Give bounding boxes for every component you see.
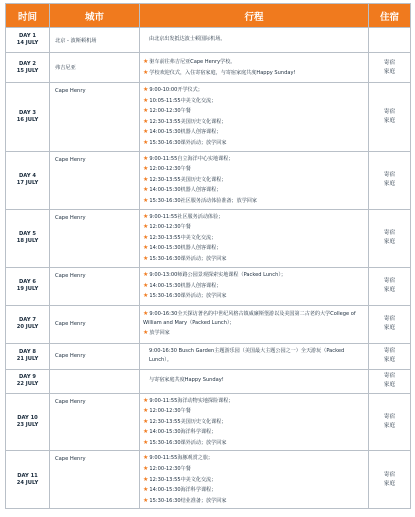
table-header-row [6, 4, 411, 28]
program-item-text: 14:00-15:30机器人创客课程； [149, 245, 222, 252]
program-item-text: 与寄宿家庭共度Happy Sunday! [149, 377, 224, 384]
program-item-text: 12:30-13:55中美文化交流； [149, 234, 217, 241]
program-item [143, 475, 366, 486]
program-cell [140, 343, 369, 369]
program-item-text: 9:00-11:55自立海洋中心实地课程； [149, 155, 234, 162]
program-item [143, 68, 366, 79]
day-cell [6, 451, 50, 509]
star-icon: ★ [143, 281, 149, 289]
accommodation-label: 家庭 [383, 480, 396, 487]
program-item-text: 12:00-12:30午餐 [149, 166, 191, 173]
star-icon: ★ [143, 196, 149, 204]
star-icon: ★ [143, 496, 149, 504]
program-item [143, 106, 366, 117]
program-cell [140, 209, 369, 267]
accommodation-label: 家庭 [383, 325, 396, 331]
star-icon: ★ [143, 186, 149, 194]
program-item [143, 164, 366, 175]
day-label: DAY 9 [19, 374, 36, 380]
program-item-text: 学校欢迎仪式，入住寄宿家庭，与寄宿家庭共度Happy Sunday! [149, 69, 296, 76]
star-icon: ★ [143, 107, 149, 115]
program-item [143, 117, 366, 128]
accommodation-label: 家庭 [383, 239, 396, 246]
star-icon: ★ [143, 96, 149, 104]
program-item-text: 15:30-16:30课外活动；放学回家 [149, 293, 227, 300]
star-icon: ★ [143, 417, 149, 425]
date-label: 19 JULY [16, 286, 39, 292]
star-icon: ★ [143, 454, 149, 462]
date-label: 21 JULY [16, 356, 39, 362]
star-icon: ★ [143, 486, 149, 494]
star-icon: ★ [143, 165, 149, 173]
program-cell [140, 451, 369, 509]
star-icon: ★ [143, 254, 149, 262]
table-row [6, 451, 411, 509]
accommodation-label: 寄宿 [383, 471, 396, 478]
star-icon: ★ [143, 465, 149, 473]
itinerary-table [5, 3, 411, 509]
program-item-text: 12:30-13:55美国历史文化课程； [149, 418, 227, 425]
star-icon: ★ [143, 329, 149, 337]
program-item-text: 9:00-13:00师路公园景观探索实地课程（Packed Lunch）； [149, 272, 286, 279]
table-row [6, 209, 411, 267]
program-item [143, 376, 366, 386]
accommodation-label: 家庭 [383, 382, 396, 388]
date-label: 23 JULY [16, 421, 39, 428]
program-item [143, 396, 366, 407]
program-item-text: 10:05-11:55中美文化交流； [149, 97, 217, 104]
program-item-text: 15:30-16:30课外活动；放学回家 [149, 439, 227, 446]
city-cell: Cape Henry [50, 343, 140, 369]
city-cell [50, 369, 140, 393]
program-item [143, 328, 366, 339]
program-item-text: 14:00-15:30机器人创客课程； [149, 187, 222, 194]
star-icon: ★ [143, 396, 149, 404]
day-cell [6, 343, 50, 369]
program-item [143, 185, 366, 196]
program-item-text: 14:00-15:30海洋科学课程； [149, 487, 217, 494]
day-cell [6, 305, 50, 343]
program-item-text: 12:30-13:55中美文化交流； [149, 476, 217, 483]
accommodation-label: 寄宿 [383, 172, 396, 179]
table-row [6, 53, 411, 83]
accommodation-label: 寄宿 [383, 108, 396, 115]
program-item-text: 12:00-12:30午餐 [149, 466, 191, 473]
day-cell [6, 267, 50, 305]
date-label: 22 JULY [16, 381, 39, 387]
star-icon: ★ [143, 154, 149, 162]
date-label: 15 JULY [16, 67, 39, 74]
program-cell [140, 393, 369, 451]
star-icon: ★ [143, 475, 149, 483]
program-item [143, 270, 366, 281]
day-cell [6, 83, 50, 152]
program-item-text: 9:00-16:30全天探访著名的中世纪风格古镇威廉斯堡游以及美国第二古老的大学College of William and Mary（Packed Lunch）； [143, 311, 356, 327]
date-label: 16 JULY [16, 116, 39, 123]
program-item-text: 放学回家 [149, 330, 170, 337]
table-row [6, 83, 411, 152]
star-icon: ★ [143, 128, 149, 136]
day-label: DAY 8 [19, 349, 36, 355]
star-icon: ★ [143, 310, 149, 318]
program-item [143, 233, 366, 244]
program-item [143, 57, 366, 68]
program-item [143, 453, 366, 464]
program-item [143, 127, 366, 138]
program-item [143, 243, 366, 254]
day-label: DAY 1 [19, 33, 36, 39]
header-accommodation: 住宿 [369, 4, 411, 28]
accommodation-cell [369, 209, 411, 267]
day-label: DAY 11 [17, 472, 38, 479]
star-icon: ★ [143, 68, 149, 76]
program-item [143, 438, 366, 449]
day-cell [6, 369, 50, 393]
program-item-text: 12:00-12:30午餐 [149, 108, 191, 115]
program-cell [140, 53, 369, 83]
program-item [143, 291, 366, 302]
star-icon: ★ [143, 86, 149, 93]
city-cell: Cape Henry [50, 83, 140, 152]
program-item [143, 222, 366, 233]
program-item [143, 196, 366, 207]
program-item-text: 9:00-11:55海洋动物实地探险课程； [149, 397, 234, 404]
program-item [143, 154, 366, 165]
day-cell [6, 393, 50, 451]
program-item-text: 12:00-12:30午餐 [149, 224, 191, 231]
accommodation-label: 家庭 [383, 422, 396, 429]
date-label: 20 JULY [16, 324, 39, 330]
table-row [6, 343, 411, 369]
star-icon: ★ [143, 271, 149, 279]
star-icon: ★ [143, 292, 149, 300]
day-cell [6, 53, 50, 83]
program-item-text: 14:00-15:30海洋科学课程； [149, 429, 217, 436]
program-cell [140, 305, 369, 343]
accommodation-cell [369, 451, 411, 509]
program-item [143, 254, 366, 265]
accommodation-label: 家庭 [383, 68, 396, 75]
program-item-text: 14:00-15:30机器人创客课程； [149, 129, 222, 136]
city-cell: Cape Henry [50, 209, 140, 267]
date-label: 24 JULY [16, 479, 39, 486]
program-item [143, 427, 366, 438]
program-item-text: 15:30-16:30结业准备；放学回家 [149, 497, 227, 504]
program-item-text: 由北京出发抵达波士顿国际机场。 [149, 36, 226, 43]
day-label: DAY 2 [19, 60, 36, 67]
program-item-text: 15:30-16:30课外活动；放学回家 [149, 139, 227, 146]
accommodation-cell [369, 53, 411, 83]
star-icon: ★ [143, 138, 149, 146]
accommodation-label: 寄宿 [383, 230, 396, 237]
header-city: 城市 [50, 4, 140, 28]
program-item [143, 347, 366, 365]
program-cell [140, 369, 369, 393]
date-label: 14 JULY [16, 40, 39, 46]
program-item [143, 417, 366, 428]
accommodation-label: 寄宿 [383, 373, 396, 379]
city-cell: Cape Henry [50, 151, 140, 209]
accommodation-cell [369, 343, 411, 369]
accommodation-cell [369, 151, 411, 209]
day-cell [6, 28, 50, 53]
star-icon: ★ [143, 407, 149, 415]
program-item [143, 281, 366, 292]
program-item-text: 12:30-13:55美国历史文化课程； [149, 176, 227, 183]
accommodation-cell [369, 393, 411, 451]
program-item [143, 85, 366, 96]
star-icon: ★ [143, 233, 149, 241]
program-item [143, 212, 366, 223]
accommodation-cell [369, 369, 411, 393]
day-label: DAY 10 [17, 414, 38, 421]
star-icon: ★ [143, 175, 149, 183]
program-cell [140, 267, 369, 305]
accommodation-label: 寄宿 [383, 316, 396, 322]
accommodation-label: 寄宿 [383, 348, 396, 354]
star-icon: ★ [143, 438, 149, 446]
program-item-text: 9:00-11:55社区服务活动体验； [149, 213, 224, 220]
table-row [6, 305, 411, 343]
city-cell: Cape Henry [50, 451, 140, 509]
program-item [143, 406, 366, 417]
program-item-text: 12:30-13:55美国历史文化课程； [149, 118, 227, 125]
program-item-text: 15:30-16:30社区服务活动体验准备；放学回家 [149, 197, 257, 204]
accommodation-label: 寄宿 [383, 413, 396, 420]
program-item [143, 96, 366, 107]
table-row [6, 28, 411, 53]
date-label: 18 JULY [16, 238, 39, 245]
program-item [143, 496, 366, 507]
program-item-text: 15:30-16:30课外活动；放学回家 [149, 255, 227, 262]
star-icon: ★ [143, 212, 149, 220]
program-item-text: 9:00-16:30 Busch Garden主题游乐园（美国最大主题公园之一）全天游玩（Packed Lunch）。 [149, 348, 345, 363]
header-program: 行程 [140, 4, 369, 28]
city-cell: 北京 - 波斯顿机场 [50, 28, 140, 53]
program-cell [140, 83, 369, 152]
day-label: DAY 6 [19, 279, 36, 285]
city-cell: Cape Henry [50, 305, 140, 343]
table-row [6, 151, 411, 209]
program-item-text: 14:00-15:30机器人创客课程； [149, 282, 222, 289]
program-item-text: 9:00-10:00开学仪式； [149, 87, 203, 93]
city-cell: 弗吉尼亚 [50, 53, 140, 83]
header-day: 时间 [6, 4, 50, 28]
program-item [143, 485, 366, 496]
day-label: DAY 5 [19, 231, 36, 238]
program-item [143, 35, 366, 45]
accommodation-label: 家庭 [383, 357, 396, 363]
accommodation-cell [369, 305, 411, 343]
program-item [143, 309, 366, 328]
city-cell: Cape Henry [50, 267, 140, 305]
accommodation-label: 寄宿 [383, 59, 396, 66]
accommodation-cell [369, 28, 411, 53]
accommodation-label: 家庭 [383, 181, 396, 188]
program-cell [140, 151, 369, 209]
city-cell: Cape Henry [50, 393, 140, 451]
accommodation-cell [369, 83, 411, 152]
program-item [143, 464, 366, 475]
table-row [6, 369, 411, 393]
table-row [6, 393, 411, 451]
program-item-text: 9:00-11:55海豚观赏之旅； [149, 455, 214, 462]
table-row [6, 267, 411, 305]
day-label: DAY 7 [19, 317, 36, 323]
star-icon: ★ [143, 57, 149, 65]
program-cell [140, 28, 369, 53]
program-item-text: 驱车前往弗吉尼亚Cape Henry学校。 [149, 58, 236, 65]
program-item-text: 12:00-12:30午餐 [149, 408, 191, 415]
accommodation-label: 家庭 [383, 287, 396, 293]
star-icon: ★ [143, 223, 149, 231]
accommodation-label: 寄宿 [383, 278, 396, 284]
day-cell [6, 151, 50, 209]
day-label: DAY 3 [19, 109, 36, 116]
accommodation-cell [369, 267, 411, 305]
star-icon: ★ [143, 244, 149, 252]
day-cell [6, 209, 50, 267]
star-icon: ★ [143, 428, 149, 436]
accommodation-label: 家庭 [383, 117, 396, 124]
program-item [143, 138, 366, 149]
date-label: 17 JULY [16, 180, 39, 187]
day-label: DAY 4 [19, 173, 36, 180]
program-item [143, 175, 366, 186]
star-icon: ★ [143, 117, 149, 125]
